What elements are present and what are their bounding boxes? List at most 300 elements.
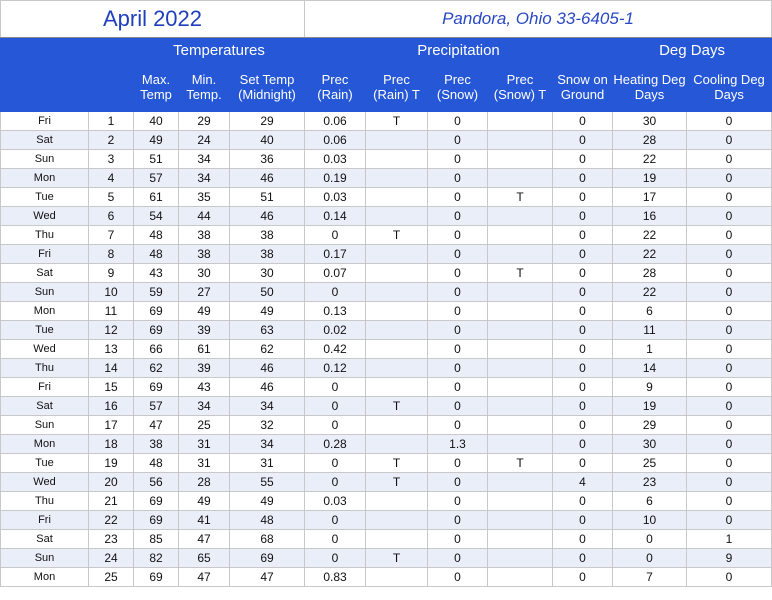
prec-rain-t-cell[interactable]: T	[366, 397, 428, 416]
set-temp-cell[interactable]: 51	[230, 188, 305, 207]
max-temp-cell[interactable]: 48	[134, 245, 179, 264]
set-temp-cell[interactable]: 50	[230, 283, 305, 302]
prec-rain-cell[interactable]: 0.03	[305, 188, 366, 207]
day-of-week-cell[interactable]: Thu	[1, 359, 89, 378]
prec-rain-cell[interactable]: 0.02	[305, 321, 366, 340]
set-temp-cell[interactable]: 49	[230, 492, 305, 511]
day-cell[interactable]: 1	[89, 112, 134, 131]
min-temp-cell[interactable]: 34	[179, 397, 230, 416]
prec-rain-cell[interactable]: 0.06	[305, 131, 366, 150]
day-of-week-cell[interactable]: Thu	[1, 226, 89, 245]
cooling-deg-days-cell[interactable]: 0	[687, 511, 772, 530]
snow-on-ground-cell[interactable]: 0	[553, 245, 613, 264]
prec-rain-cell[interactable]: 0	[305, 473, 366, 492]
heating-deg-days-cell[interactable]: 19	[613, 169, 687, 188]
prec-snow-t-cell[interactable]	[488, 226, 553, 245]
prec-rain-t-cell[interactable]	[366, 283, 428, 302]
prec-snow-t-cell[interactable]	[488, 321, 553, 340]
prec-snow-cell[interactable]: 0	[428, 112, 488, 131]
day-of-week-cell[interactable]: Wed	[1, 207, 89, 226]
min-temp-cell[interactable]: 38	[179, 245, 230, 264]
cooling-deg-days-cell[interactable]: 0	[687, 283, 772, 302]
day-cell[interactable]: 8	[89, 245, 134, 264]
set-temp-cell[interactable]: 34	[230, 397, 305, 416]
prec-snow-t-cell[interactable]	[488, 283, 553, 302]
prec-rain-t-cell[interactable]	[366, 530, 428, 549]
snow-on-ground-cell[interactable]: 0	[553, 492, 613, 511]
snow-on-ground-cell[interactable]: 0	[553, 264, 613, 283]
max-temp-cell[interactable]: 38	[134, 435, 179, 454]
max-temp-cell[interactable]: 69	[134, 568, 179, 587]
prec-snow-header[interactable]: Prec (Snow)	[428, 63, 488, 112]
min-temp-cell[interactable]: 28	[179, 473, 230, 492]
prec-rain-cell[interactable]: 0.07	[305, 264, 366, 283]
blank-header-cell[interactable]	[1, 38, 89, 63]
day-cell[interactable]: 9	[89, 264, 134, 283]
prec-snow-cell[interactable]: 1.3	[428, 435, 488, 454]
set-temp-cell[interactable]: 69	[230, 549, 305, 568]
max-temp-cell[interactable]: 48	[134, 454, 179, 473]
snow-on-ground-cell[interactable]: 0	[553, 302, 613, 321]
prec-rain-t-header[interactable]: Prec (Rain) T	[366, 63, 428, 112]
min-temp-cell[interactable]: 35	[179, 188, 230, 207]
heating-deg-days-cell[interactable]: 16	[613, 207, 687, 226]
prec-rain-cell[interactable]: 0.12	[305, 359, 366, 378]
blank-header-cell[interactable]	[89, 38, 134, 63]
set-temp-cell[interactable]: 46	[230, 207, 305, 226]
cooling-deg-days-cell[interactable]: 0	[687, 245, 772, 264]
heating-deg-days-cell[interactable]: 1	[613, 340, 687, 359]
heating-deg-days-cell[interactable]: 17	[613, 188, 687, 207]
snow-on-ground-cell[interactable]: 0	[553, 226, 613, 245]
prec-rain-t-cell[interactable]	[366, 340, 428, 359]
min-temp-cell[interactable]: 25	[179, 416, 230, 435]
prec-snow-t-header[interactable]: Prec (Snow) T	[488, 63, 553, 112]
prec-rain-t-cell[interactable]	[366, 511, 428, 530]
day-cell[interactable]: 4	[89, 169, 134, 188]
heating-deg-days-cell[interactable]: 10	[613, 511, 687, 530]
prec-snow-cell[interactable]: 0	[428, 302, 488, 321]
snow-on-ground-cell[interactable]: 0	[553, 511, 613, 530]
day-cell[interactable]: 22	[89, 511, 134, 530]
prec-rain-t-cell[interactable]	[366, 359, 428, 378]
snow-on-ground-cell[interactable]: 0	[553, 283, 613, 302]
prec-snow-cell[interactable]: 0	[428, 283, 488, 302]
day-cell[interactable]: 6	[89, 207, 134, 226]
prec-rain-cell[interactable]: 0.13	[305, 302, 366, 321]
max-temp-cell[interactable]: 61	[134, 188, 179, 207]
prec-rain-header[interactable]: Prec (Rain)	[305, 63, 366, 112]
set-temp-cell[interactable]: 29	[230, 112, 305, 131]
prec-snow-t-cell[interactable]	[488, 397, 553, 416]
heating-deg-days-cell[interactable]: 0	[613, 549, 687, 568]
prec-snow-cell[interactable]: 0	[428, 492, 488, 511]
set-temp-cell[interactable]: 31	[230, 454, 305, 473]
max-temp-cell[interactable]: 57	[134, 397, 179, 416]
heating-deg-days-header[interactable]: Heating Deg Days	[613, 63, 687, 112]
min-temp-cell[interactable]: 39	[179, 359, 230, 378]
day-of-week-cell[interactable]: Fri	[1, 378, 89, 397]
prec-snow-cell[interactable]: 0	[428, 340, 488, 359]
max-temp-cell[interactable]: 69	[134, 492, 179, 511]
prec-rain-t-cell[interactable]: T	[366, 454, 428, 473]
max-temp-cell[interactable]: 69	[134, 378, 179, 397]
heating-deg-days-cell[interactable]: 22	[613, 150, 687, 169]
prec-rain-cell[interactable]: 0	[305, 454, 366, 473]
prec-snow-t-cell[interactable]	[488, 340, 553, 359]
snow-on-ground-cell[interactable]: 0	[553, 359, 613, 378]
set-temp-cell[interactable]: 36	[230, 150, 305, 169]
heating-deg-days-cell[interactable]: 0	[613, 530, 687, 549]
prec-snow-t-cell[interactable]: T	[488, 264, 553, 283]
prec-snow-cell[interactable]: 0	[428, 321, 488, 340]
blank-header-cell[interactable]	[1, 63, 89, 112]
prec-rain-cell[interactable]: 0	[305, 226, 366, 245]
max-temp-cell[interactable]: 69	[134, 321, 179, 340]
snow-on-ground-cell[interactable]: 0	[553, 549, 613, 568]
prec-snow-cell[interactable]: 0	[428, 245, 488, 264]
cooling-deg-days-cell[interactable]: 0	[687, 492, 772, 511]
cooling-deg-days-cell[interactable]: 0	[687, 416, 772, 435]
max-temp-cell[interactable]: 47	[134, 416, 179, 435]
day-cell[interactable]: 14	[89, 359, 134, 378]
set-temp-cell[interactable]: 47	[230, 568, 305, 587]
cooling-deg-days-cell[interactable]: 0	[687, 169, 772, 188]
snow-on-ground-cell[interactable]: 0	[553, 530, 613, 549]
prec-rain-t-cell[interactable]	[366, 568, 428, 587]
set-temp-cell[interactable]: 38	[230, 245, 305, 264]
max-temp-cell[interactable]: 66	[134, 340, 179, 359]
prec-rain-t-cell[interactable]	[366, 207, 428, 226]
day-cell[interactable]: 3	[89, 150, 134, 169]
prec-rain-cell[interactable]: 0.83	[305, 568, 366, 587]
prec-rain-t-cell[interactable]	[366, 188, 428, 207]
snow-on-ground-cell[interactable]: 0	[553, 435, 613, 454]
cooling-deg-days-cell[interactable]: 0	[687, 435, 772, 454]
prec-rain-cell[interactable]: 0	[305, 378, 366, 397]
day-of-week-cell[interactable]: Tue	[1, 321, 89, 340]
day-cell[interactable]: 18	[89, 435, 134, 454]
min-temp-cell[interactable]: 47	[179, 568, 230, 587]
heating-deg-days-cell[interactable]: 28	[613, 264, 687, 283]
prec-rain-t-cell[interactable]	[366, 245, 428, 264]
prec-rain-t-cell[interactable]	[366, 302, 428, 321]
set-temp-cell[interactable]: 46	[230, 169, 305, 188]
heating-deg-days-cell[interactable]: 28	[613, 131, 687, 150]
prec-snow-t-cell[interactable]	[488, 302, 553, 321]
cooling-deg-days-cell[interactable]: 0	[687, 340, 772, 359]
min-temp-cell[interactable]: 61	[179, 340, 230, 359]
precipitation-group-header[interactable]: Precipitation	[305, 38, 613, 63]
heating-deg-days-cell[interactable]: 6	[613, 492, 687, 511]
day-cell[interactable]: 17	[89, 416, 134, 435]
day-of-week-cell[interactable]: Sat	[1, 397, 89, 416]
max-temp-cell[interactable]: 48	[134, 226, 179, 245]
day-cell[interactable]: 21	[89, 492, 134, 511]
cooling-deg-days-cell[interactable]: 0	[687, 188, 772, 207]
day-cell[interactable]: 7	[89, 226, 134, 245]
min-temp-header[interactable]: Min. Temp.	[179, 63, 230, 112]
max-temp-header[interactable]: Max. Temp	[134, 63, 179, 112]
cooling-deg-days-cell[interactable]: 0	[687, 568, 772, 587]
prec-snow-cell[interactable]: 0	[428, 454, 488, 473]
prec-snow-cell[interactable]: 0	[428, 359, 488, 378]
prec-snow-t-cell[interactable]	[488, 169, 553, 188]
day-of-week-cell[interactable]: Sat	[1, 264, 89, 283]
blank-header-cell[interactable]	[89, 63, 134, 112]
prec-snow-cell[interactable]: 0	[428, 188, 488, 207]
min-temp-cell[interactable]: 30	[179, 264, 230, 283]
prec-snow-cell[interactable]: 0	[428, 150, 488, 169]
heating-deg-days-cell[interactable]: 25	[613, 454, 687, 473]
prec-snow-t-cell[interactable]	[488, 112, 553, 131]
snow-on-ground-cell[interactable]: 0	[553, 169, 613, 188]
set-temp-cell[interactable]: 48	[230, 511, 305, 530]
prec-rain-t-cell[interactable]: T	[366, 549, 428, 568]
day-of-week-cell[interactable]: Mon	[1, 302, 89, 321]
snow-on-ground-cell[interactable]: 0	[553, 340, 613, 359]
prec-rain-t-cell[interactable]	[366, 435, 428, 454]
cooling-deg-days-cell[interactable]: 9	[687, 549, 772, 568]
set-temp-header[interactable]: Set Temp (Midnight)	[230, 63, 305, 112]
snow-on-ground-cell[interactable]: 0	[553, 131, 613, 150]
prec-snow-t-cell[interactable]	[488, 492, 553, 511]
heating-deg-days-cell[interactable]: 30	[613, 435, 687, 454]
set-temp-cell[interactable]: 46	[230, 378, 305, 397]
heating-deg-days-cell[interactable]: 11	[613, 321, 687, 340]
min-temp-cell[interactable]: 49	[179, 302, 230, 321]
snow-on-ground-cell[interactable]: 0	[553, 150, 613, 169]
day-cell[interactable]: 16	[89, 397, 134, 416]
max-temp-cell[interactable]: 62	[134, 359, 179, 378]
cooling-deg-days-cell[interactable]: 0	[687, 226, 772, 245]
max-temp-cell[interactable]: 43	[134, 264, 179, 283]
prec-snow-t-cell[interactable]	[488, 131, 553, 150]
heating-deg-days-cell[interactable]: 19	[613, 397, 687, 416]
prec-snow-t-cell[interactable]	[488, 245, 553, 264]
day-of-week-cell[interactable]: Mon	[1, 169, 89, 188]
prec-snow-cell[interactable]: 0	[428, 549, 488, 568]
prec-rain-t-cell[interactable]	[366, 169, 428, 188]
max-temp-cell[interactable]: 69	[134, 302, 179, 321]
set-temp-cell[interactable]: 34	[230, 435, 305, 454]
snow-on-ground-cell[interactable]: 0	[553, 321, 613, 340]
prec-snow-cell[interactable]: 0	[428, 264, 488, 283]
prec-rain-t-cell[interactable]: T	[366, 112, 428, 131]
day-of-week-cell[interactable]: Tue	[1, 188, 89, 207]
cooling-deg-days-cell[interactable]: 0	[687, 302, 772, 321]
max-temp-cell[interactable]: 69	[134, 511, 179, 530]
cooling-deg-days-cell[interactable]: 0	[687, 378, 772, 397]
prec-rain-cell[interactable]: 0	[305, 283, 366, 302]
day-cell[interactable]: 24	[89, 549, 134, 568]
day-cell[interactable]: 13	[89, 340, 134, 359]
prec-snow-t-cell[interactable]: T	[488, 454, 553, 473]
day-cell[interactable]: 20	[89, 473, 134, 492]
prec-snow-t-cell[interactable]	[488, 416, 553, 435]
prec-rain-cell[interactable]: 0.03	[305, 150, 366, 169]
snow-on-ground-cell[interactable]: 0	[553, 188, 613, 207]
max-temp-cell[interactable]: 40	[134, 112, 179, 131]
day-cell[interactable]: 5	[89, 188, 134, 207]
prec-snow-t-cell[interactable]	[488, 359, 553, 378]
snow-on-ground-cell[interactable]: 0	[553, 207, 613, 226]
set-temp-cell[interactable]: 40	[230, 131, 305, 150]
min-temp-cell[interactable]: 65	[179, 549, 230, 568]
snow-on-ground-cell[interactable]: 0	[553, 454, 613, 473]
heating-deg-days-cell[interactable]: 30	[613, 112, 687, 131]
heating-deg-days-cell[interactable]: 29	[613, 416, 687, 435]
prec-rain-cell[interactable]: 0	[305, 530, 366, 549]
prec-snow-t-cell[interactable]	[488, 207, 553, 226]
max-temp-cell[interactable]: 85	[134, 530, 179, 549]
day-of-week-cell[interactable]: Sun	[1, 416, 89, 435]
day-of-week-cell[interactable]: Fri	[1, 245, 89, 264]
day-of-week-cell[interactable]: Sun	[1, 283, 89, 302]
day-cell[interactable]: 25	[89, 568, 134, 587]
day-cell[interactable]: 11	[89, 302, 134, 321]
deg-days-group-header[interactable]: Deg Days	[613, 38, 772, 63]
prec-rain-t-cell[interactable]: T	[366, 473, 428, 492]
cooling-deg-days-cell[interactable]: 0	[687, 131, 772, 150]
prec-rain-t-cell[interactable]	[366, 416, 428, 435]
location-title[interactable]: Pandora, Ohio 33-6405-1	[305, 1, 772, 38]
day-of-week-cell[interactable]: Tue	[1, 454, 89, 473]
heating-deg-days-cell[interactable]: 6	[613, 302, 687, 321]
max-temp-cell[interactable]: 49	[134, 131, 179, 150]
day-of-week-cell[interactable]: Sat	[1, 131, 89, 150]
day-of-week-cell[interactable]: Mon	[1, 435, 89, 454]
min-temp-cell[interactable]: 31	[179, 435, 230, 454]
prec-snow-t-cell[interactable]: T	[488, 188, 553, 207]
prec-snow-cell[interactable]: 0	[428, 511, 488, 530]
heating-deg-days-cell[interactable]: 14	[613, 359, 687, 378]
prec-rain-t-cell[interactable]	[366, 150, 428, 169]
set-temp-cell[interactable]: 38	[230, 226, 305, 245]
day-cell[interactable]: 12	[89, 321, 134, 340]
prec-rain-cell[interactable]: 0.19	[305, 169, 366, 188]
set-temp-cell[interactable]: 32	[230, 416, 305, 435]
min-temp-cell[interactable]: 44	[179, 207, 230, 226]
day-cell[interactable]: 19	[89, 454, 134, 473]
heating-deg-days-cell[interactable]: 22	[613, 226, 687, 245]
prec-rain-t-cell[interactable]	[366, 492, 428, 511]
snow-on-ground-cell[interactable]: 0	[553, 378, 613, 397]
prec-rain-cell[interactable]: 0	[305, 511, 366, 530]
min-temp-cell[interactable]: 47	[179, 530, 230, 549]
prec-rain-cell[interactable]: 0.06	[305, 112, 366, 131]
prec-snow-cell[interactable]: 0	[428, 473, 488, 492]
day-of-week-cell[interactable]: Sun	[1, 150, 89, 169]
snow-on-ground-cell[interactable]: 0	[553, 112, 613, 131]
min-temp-cell[interactable]: 31	[179, 454, 230, 473]
set-temp-cell[interactable]: 49	[230, 302, 305, 321]
cooling-deg-days-cell[interactable]: 0	[687, 359, 772, 378]
snow-on-ground-cell[interactable]: 0	[553, 397, 613, 416]
prec-rain-t-cell[interactable]	[366, 378, 428, 397]
month-title[interactable]: April 2022	[1, 1, 305, 38]
set-temp-cell[interactable]: 46	[230, 359, 305, 378]
min-temp-cell[interactable]: 38	[179, 226, 230, 245]
prec-snow-t-cell[interactable]	[488, 378, 553, 397]
prec-snow-cell[interactable]: 0	[428, 226, 488, 245]
min-temp-cell[interactable]: 34	[179, 150, 230, 169]
day-of-week-cell[interactable]: Sun	[1, 549, 89, 568]
cooling-deg-days-cell[interactable]: 0	[687, 112, 772, 131]
max-temp-cell[interactable]: 56	[134, 473, 179, 492]
min-temp-cell[interactable]: 24	[179, 131, 230, 150]
set-temp-cell[interactable]: 62	[230, 340, 305, 359]
day-cell[interactable]: 23	[89, 530, 134, 549]
day-of-week-cell[interactable]: Thu	[1, 492, 89, 511]
day-of-week-cell[interactable]: Sat	[1, 530, 89, 549]
max-temp-cell[interactable]: 51	[134, 150, 179, 169]
snow-on-ground-header[interactable]: Snow on Ground	[553, 63, 613, 112]
prec-snow-cell[interactable]: 0	[428, 207, 488, 226]
cooling-deg-days-cell[interactable]: 0	[687, 150, 772, 169]
max-temp-cell[interactable]: 57	[134, 169, 179, 188]
cooling-deg-days-cell[interactable]: 0	[687, 454, 772, 473]
day-cell[interactable]: 15	[89, 378, 134, 397]
day-of-week-cell[interactable]: Fri	[1, 112, 89, 131]
prec-snow-cell[interactable]: 0	[428, 416, 488, 435]
min-temp-cell[interactable]: 41	[179, 511, 230, 530]
prec-snow-cell[interactable]: 0	[428, 397, 488, 416]
prec-rain-cell[interactable]: 0	[305, 549, 366, 568]
prec-snow-t-cell[interactable]	[488, 549, 553, 568]
prec-rain-t-cell[interactable]	[366, 131, 428, 150]
prec-rain-cell[interactable]: 0.42	[305, 340, 366, 359]
heating-deg-days-cell[interactable]: 7	[613, 568, 687, 587]
set-temp-cell[interactable]: 30	[230, 264, 305, 283]
min-temp-cell[interactable]: 39	[179, 321, 230, 340]
prec-rain-cell[interactable]: 0.17	[305, 245, 366, 264]
heating-deg-days-cell[interactable]: 22	[613, 245, 687, 264]
max-temp-cell[interactable]: 54	[134, 207, 179, 226]
snow-on-ground-cell[interactable]: 0	[553, 416, 613, 435]
prec-rain-t-cell[interactable]	[366, 264, 428, 283]
prec-snow-cell[interactable]: 0	[428, 169, 488, 188]
cooling-deg-days-cell[interactable]: 0	[687, 473, 772, 492]
prec-snow-t-cell[interactable]	[488, 511, 553, 530]
cooling-deg-days-header[interactable]: Cooling Deg Days	[687, 63, 772, 112]
snow-on-ground-cell[interactable]: 4	[553, 473, 613, 492]
temperatures-group-header[interactable]: Temperatures	[134, 38, 305, 63]
prec-rain-cell[interactable]: 0.14	[305, 207, 366, 226]
prec-snow-t-cell[interactable]	[488, 435, 553, 454]
prec-snow-cell[interactable]: 0	[428, 378, 488, 397]
prec-rain-t-cell[interactable]: T	[366, 226, 428, 245]
min-temp-cell[interactable]: 27	[179, 283, 230, 302]
prec-snow-cell[interactable]: 0	[428, 568, 488, 587]
day-of-week-cell[interactable]: Fri	[1, 511, 89, 530]
day-cell[interactable]: 10	[89, 283, 134, 302]
prec-snow-t-cell[interactable]	[488, 150, 553, 169]
heating-deg-days-cell[interactable]: 9	[613, 378, 687, 397]
min-temp-cell[interactable]: 34	[179, 169, 230, 188]
cooling-deg-days-cell[interactable]: 0	[687, 264, 772, 283]
set-temp-cell[interactable]: 63	[230, 321, 305, 340]
prec-rain-cell[interactable]: 0.28	[305, 435, 366, 454]
day-of-week-cell[interactable]: Wed	[1, 473, 89, 492]
prec-rain-t-cell[interactable]	[366, 321, 428, 340]
day-cell[interactable]: 2	[89, 131, 134, 150]
cooling-deg-days-cell[interactable]: 0	[687, 207, 772, 226]
prec-snow-t-cell[interactable]	[488, 568, 553, 587]
min-temp-cell[interactable]: 29	[179, 112, 230, 131]
prec-snow-t-cell[interactable]	[488, 473, 553, 492]
min-temp-cell[interactable]: 49	[179, 492, 230, 511]
